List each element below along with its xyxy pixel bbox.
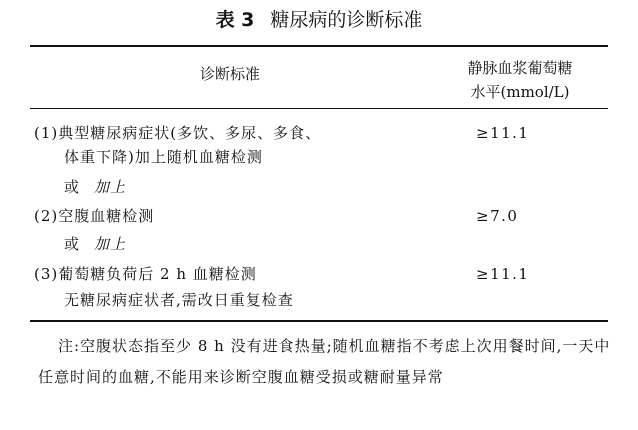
table-title bbox=[0, 7, 638, 33]
header-value bbox=[440, 56, 600, 104]
connector-1 bbox=[64, 175, 126, 199]
table-top-rule bbox=[30, 45, 608, 47]
row-1-value: ≥11.1 bbox=[476, 124, 530, 142]
table-label: 表 3 bbox=[215, 9, 255, 31]
row-1-criterion-line1: (1)典型糖尿病症状(多饮、多尿、多食、 bbox=[34, 124, 322, 142]
row-2-criterion-line1: (2)空腹血糖检测 bbox=[34, 207, 155, 225]
connector-or: 或 bbox=[64, 235, 81, 253]
header-criteria: 诊断标准 bbox=[199, 65, 260, 83]
table-bottom-rule bbox=[30, 320, 608, 322]
connector-or: 或 bbox=[64, 178, 81, 196]
connector-plus: 加上 bbox=[94, 235, 127, 253]
row-3-criterion-line2: 无糖尿病症状者,需改日重复检查 bbox=[64, 291, 294, 309]
header-value-line2: 水平(mmol/L) bbox=[470, 83, 570, 101]
table-note: 注:空腹状态指至少 8 h 没有进食热量;随机血糖指不考虑上次用餐时间,一天中任意时间的血糖,不能用来诊断空腹血糖受损或糖耐量异常 bbox=[38, 337, 611, 386]
table-header-rule bbox=[30, 108, 608, 109]
row-3-value: ≥11.1 bbox=[476, 265, 530, 283]
row-2-value: ≥7.0 bbox=[476, 207, 519, 225]
connector-2 bbox=[64, 232, 126, 256]
row-1-criterion-line2: 体重下降)加上随机血糖检测 bbox=[64, 148, 263, 166]
header-value-line1: 静脉血浆葡萄糖 bbox=[467, 59, 573, 77]
connector-plus: 加上 bbox=[94, 178, 127, 196]
row-3-criterion-line1: (3)葡萄糖负荷后 2 h 血糖检测 bbox=[34, 265, 257, 283]
table-title-text: 糖尿病的诊断标准 bbox=[270, 9, 423, 31]
